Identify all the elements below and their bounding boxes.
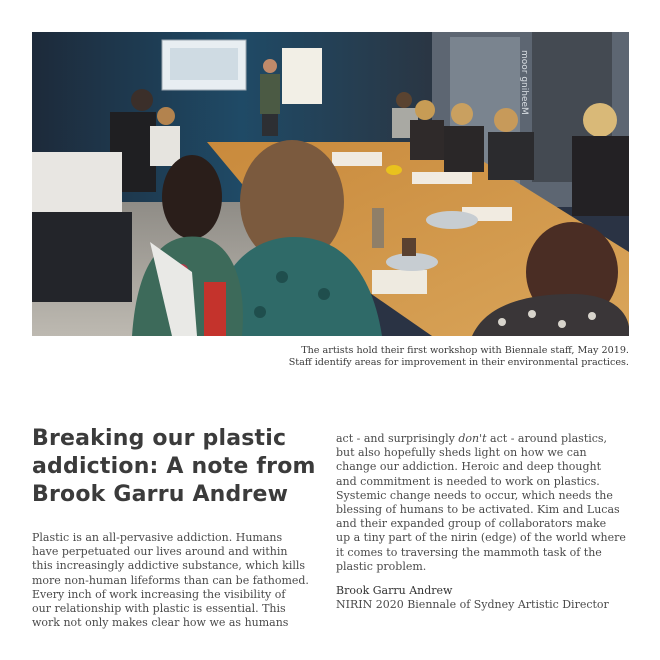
workshop-photo: [32, 32, 629, 336]
body-line: but also hopefully sheds light on how we can: [336, 446, 587, 460]
title-line-2: addiction: A note from: [32, 454, 316, 479]
body-line: up a tiny part of the nirin (edge) of the world where: [336, 531, 626, 545]
signature: [336, 584, 632, 612]
body-line: [336, 432, 632, 446]
signature-name: Brook Garru Andrew: [336, 584, 453, 598]
body-line: change our addiction. Heroic and deep thought: [336, 460, 602, 474]
body-text: act - and surprisingly: [336, 432, 459, 445]
article-title: [32, 425, 317, 509]
body-line: more non-human lifeforms than can be fathomed.: [32, 573, 309, 587]
body-line: this increasingly addictive substance, which kills: [32, 559, 306, 573]
body-line: Every inch of work increasing the visibility of: [32, 587, 286, 601]
body-line: it comes to traversing the mammoth task of the: [336, 545, 602, 559]
body-line: work not only makes clear how we as humans: [32, 616, 289, 630]
board-text: moor gniheeM: [519, 50, 529, 115]
body-line: have perpetuated our lives around and within: [32, 545, 288, 559]
title-line-1: Breaking our plastic: [32, 426, 287, 451]
emphasis-text: don't: [458, 432, 487, 445]
body-line: Plastic is an all-pervasive addiction. Humans: [32, 531, 283, 544]
title-line-3: Brook Garru Andrew: [32, 482, 289, 507]
caption-line-2: Staff identify areas for improvement in their environmental practices.: [288, 357, 629, 368]
workshop-photo-illustration: [32, 32, 629, 336]
signature-role: NIRIN 2020 Biennale of Sydney Artistic Director: [336, 598, 609, 612]
article-body-right: [336, 432, 632, 612]
body-line: our relationship with plastic is essential. This: [32, 602, 286, 616]
photo-caption: [209, 345, 629, 369]
body-line: and their expanded group of collaborators make: [336, 517, 607, 531]
caption-line-1: The artists hold their first workshop with Biennale staff, May 2019.: [301, 345, 629, 356]
body-line: plastic problem.: [336, 559, 427, 573]
article-body-left: [32, 531, 322, 630]
body-line: blessing of humans to be activated. Kim and Lucas: [336, 503, 620, 517]
body-line: Systemic change needs to occur, which needs the: [336, 488, 613, 502]
body-line: and commitment is needed to work on plastics.: [336, 474, 600, 488]
body-text: act - around plastics,: [486, 432, 608, 445]
